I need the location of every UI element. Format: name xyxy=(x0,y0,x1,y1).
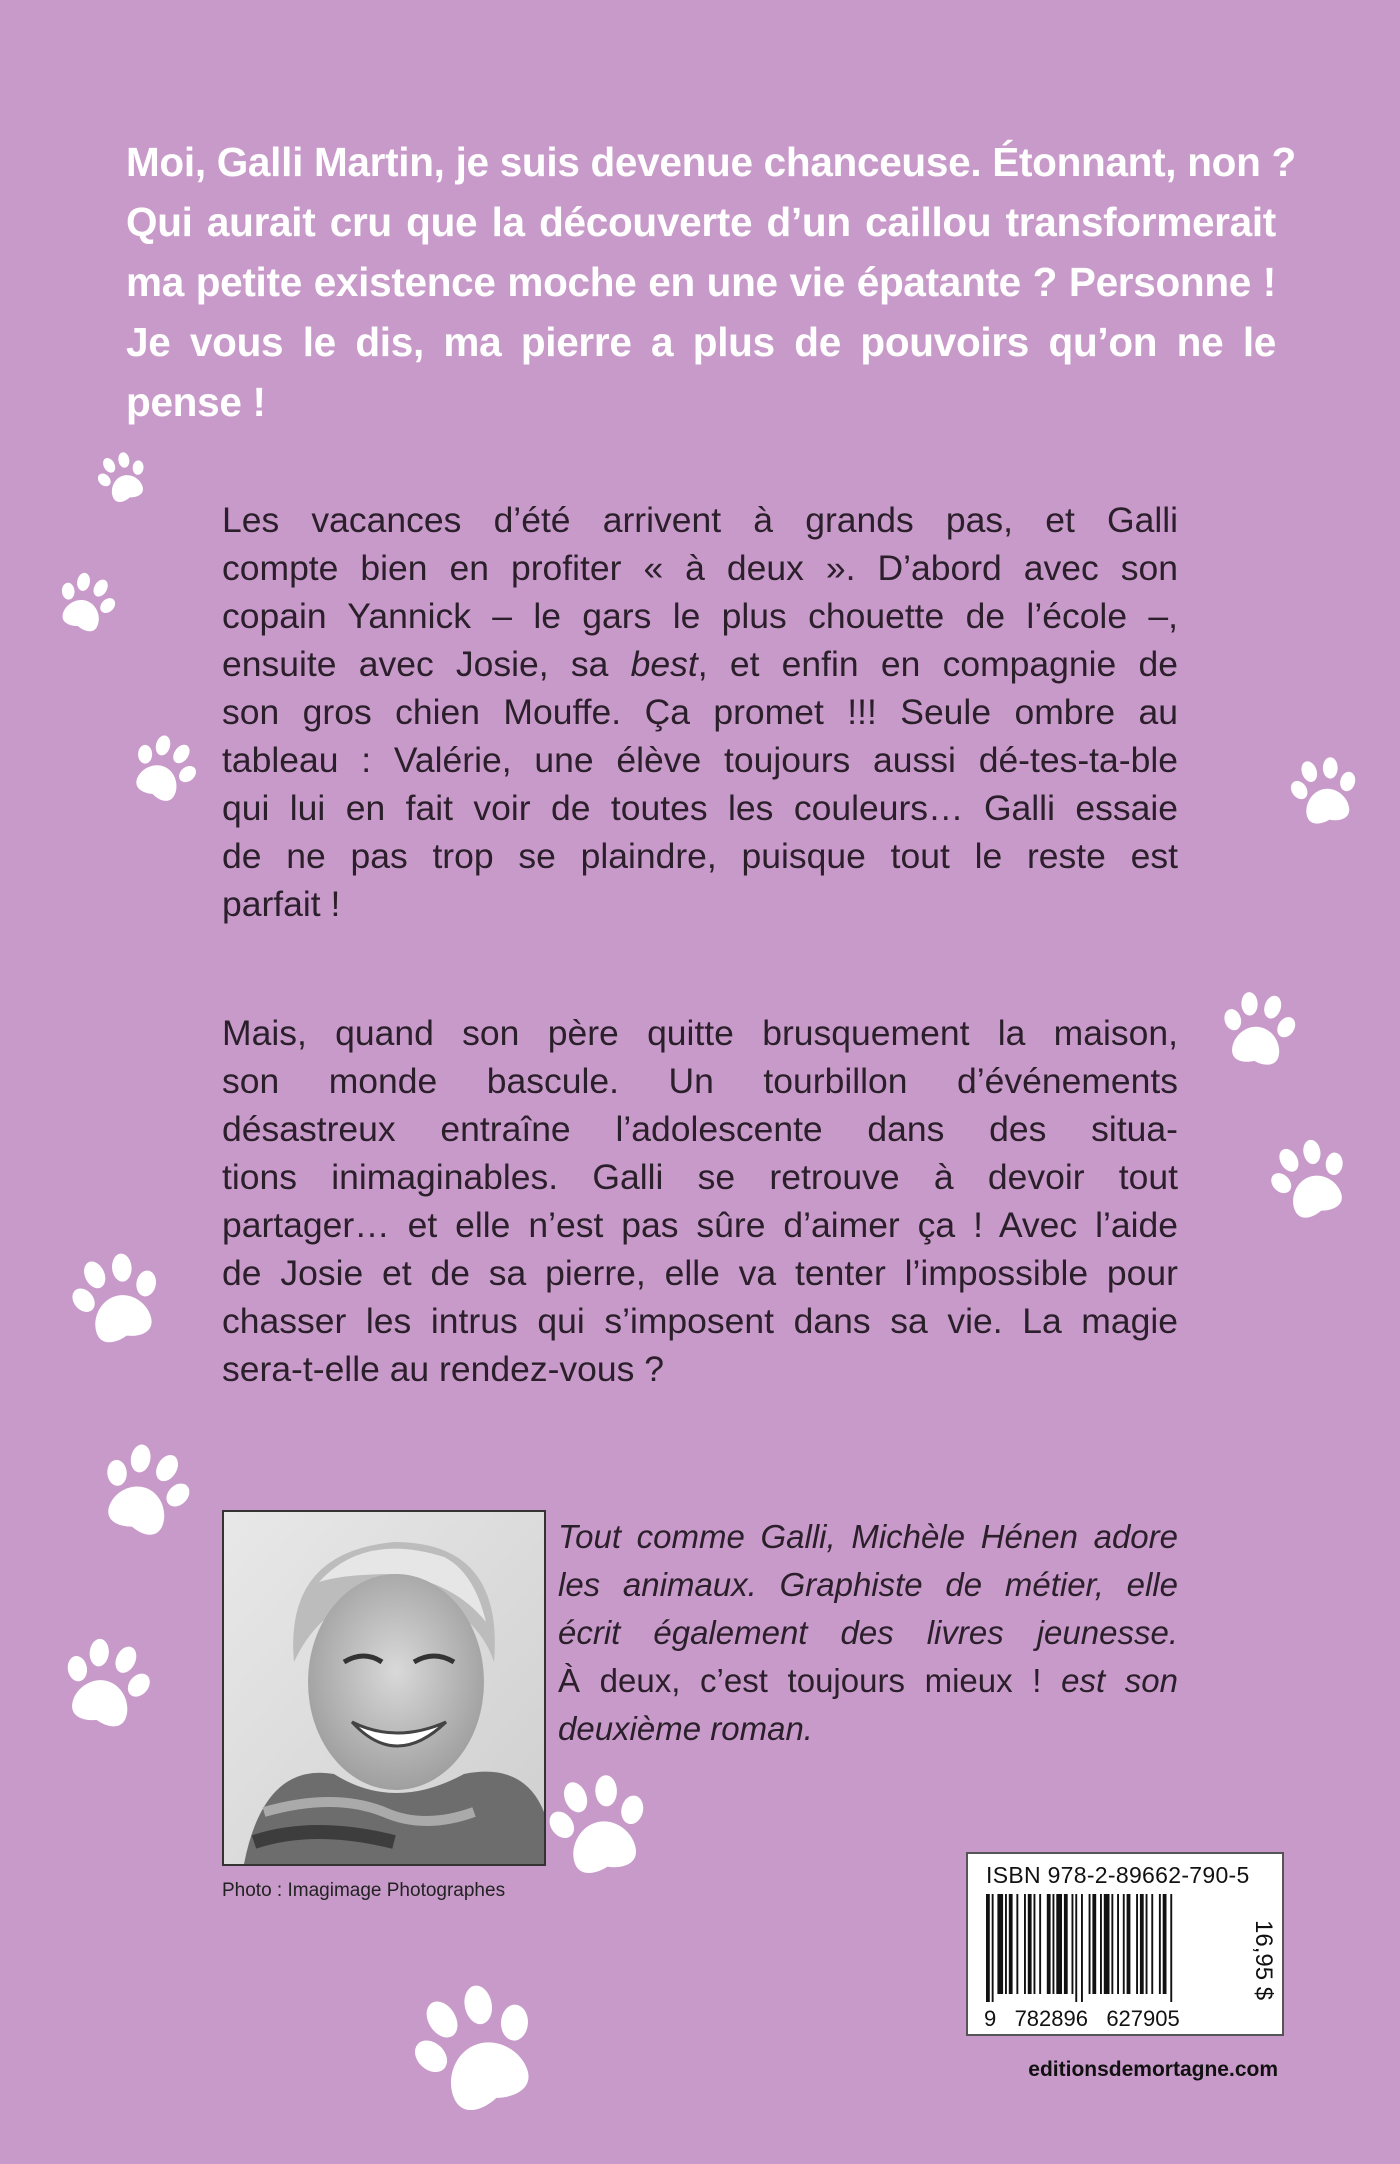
barcode-bar xyxy=(1146,1894,1148,1994)
book-title: À deux, c’est toujours mieux ! xyxy=(558,1662,1042,1699)
barcode-bar xyxy=(1170,1894,1172,2002)
barcode-bar xyxy=(1117,1894,1119,1994)
barcode-bar xyxy=(992,1894,994,2002)
barcode-bar xyxy=(1151,1894,1153,1994)
paw-print-icon xyxy=(92,446,152,506)
bio-line: Tout comme Galli, Michèle Hénen adore xyxy=(558,1518,1178,1555)
bio-fragment: est son xyxy=(1041,1662,1178,1699)
author-portrait-image xyxy=(224,1512,544,1864)
barcode-bar xyxy=(1009,1894,1013,1994)
barcode-bar xyxy=(1053,1894,1055,1994)
barcode-bar xyxy=(1039,1894,1041,1994)
barcode-bar xyxy=(1024,1894,1026,1994)
intro-quote xyxy=(126,132,1296,432)
barcode-bars xyxy=(986,1894,1172,2002)
synopsis-line: son monde bascule. Un tourbillon d’événements xyxy=(222,1061,1178,1101)
barcode-bar xyxy=(1111,1894,1113,1994)
author-bio xyxy=(558,1513,1178,1753)
barcode-bar xyxy=(1092,1894,1096,1994)
barcode-bar xyxy=(1089,1894,1091,1994)
bio-line: écrit également des livres jeunesse. xyxy=(558,1614,1178,1651)
synopsis-line: Mais, quand son père quitte brusquement la maison, xyxy=(222,1013,1178,1053)
barcode-bar xyxy=(1005,1894,1007,1994)
barcode-bar xyxy=(1140,1894,1144,1994)
barcode-bar xyxy=(1075,1894,1077,2002)
paw-print-icon xyxy=(52,566,122,636)
barcode-bar xyxy=(1064,1894,1068,1994)
paw-print-icon xyxy=(62,1242,170,1350)
author-photo xyxy=(222,1510,546,1866)
synopsis-line: compte bien en profiter « à deux ». D’abord avec son xyxy=(222,548,1178,588)
barcode-bar xyxy=(1136,1894,1138,1994)
barcode-bar xyxy=(1056,1894,1062,1994)
synopsis-line: qui lui en fait voir de toutes les couleurs… Galli essaie xyxy=(222,788,1178,828)
synopsis-fragment: , et enfin en compagnie de xyxy=(697,644,1178,684)
paw-print-icon xyxy=(54,1628,160,1734)
synopsis-line: désastreux entraîne l’adolescente dans des situa- xyxy=(222,1109,1178,1149)
barcode-bar xyxy=(1034,1894,1036,1994)
synopsis-line: tions inimaginables. Galli se retrouve à devoir tout xyxy=(222,1157,1178,1197)
paw-print-icon xyxy=(92,1434,200,1542)
paw-print-icon xyxy=(1214,982,1304,1072)
price-label: 16,95 $ xyxy=(1250,1919,1277,2001)
paw-print-icon xyxy=(400,1970,550,2120)
barcode-bar xyxy=(1163,1894,1167,1994)
barcode-bar xyxy=(1072,1894,1074,1994)
intro-line: ma petite existence moche en une vie épatante ? Personne ! xyxy=(126,259,1276,305)
best-word: best xyxy=(630,644,698,684)
barcode-bar xyxy=(1123,1894,1125,1994)
synopsis-line: tableau : Valérie, une élève toujours aussi dé-tes-ta-ble xyxy=(222,740,1178,780)
synopsis-paragraph-1 xyxy=(222,496,1178,928)
isbn-number: ISBN 978-2-89662-790-5 xyxy=(986,1862,1250,1888)
synopsis-line: partager… et elle n’est pas sûre d’aimer ça ! Avec l’aide xyxy=(222,1205,1178,1245)
barcode-bar xyxy=(1081,1894,1083,2002)
barcode-bar xyxy=(1016,1894,1018,1994)
paw-print-icon xyxy=(538,1762,658,1882)
synopsis-line: de Josie et de sa pierre, elle va tenter l’impossible pour xyxy=(222,1253,1178,1293)
barcode-bar xyxy=(986,1894,990,2002)
paw-print-icon xyxy=(1283,748,1365,830)
synopsis-line: parfait ! xyxy=(222,884,341,924)
barcode-bar xyxy=(1100,1894,1102,1994)
synopsis-line: Les vacances d’été arrivent à grands pas, et Galli xyxy=(222,500,1178,540)
synopsis-line xyxy=(222,640,1178,688)
synopsis-line: chasser les intrus qui s’imposent dans sa vie. La magie xyxy=(222,1301,1178,1341)
paw-print-icon xyxy=(1262,1130,1356,1224)
paw-print-icon xyxy=(126,728,204,806)
synopsis-paragraph-2 xyxy=(222,1009,1178,1393)
barcode-bar xyxy=(997,1894,1003,1994)
intro-line: pense ! xyxy=(126,379,266,425)
barcode-bar xyxy=(1127,1894,1131,1994)
synopsis-line: son gros chien Mouffe. Ça promet !!! Seule ombre au xyxy=(222,692,1178,732)
synopsis-line: copain Yannick – le gars le plus chouette de l’école –, xyxy=(222,596,1178,636)
publisher-website[interactable]: editionsdemortagne.com xyxy=(1028,2058,1278,2081)
barcode-image xyxy=(984,1894,1240,2030)
synopsis-line: de ne pas trop se plaindre, puisque tout le reste est xyxy=(222,836,1178,876)
barcode-bar xyxy=(1028,1894,1032,1994)
barcode-bar xyxy=(1047,1894,1051,1994)
bio-line xyxy=(558,1657,1178,1705)
barcode-digits: 9 782896 627905 xyxy=(984,2006,1180,2030)
intro-line: Qui aurait cru que la découverte d’un caillou transformerait xyxy=(126,199,1276,245)
photo-credit: Photo : Imagimage Photographes xyxy=(222,1880,506,1901)
bio-line: les animaux. Graphiste de métier, elle xyxy=(558,1566,1178,1603)
barcode-bar xyxy=(1159,1894,1161,1994)
intro-line: Moi, Galli Martin, je suis devenue chanceuse. Étonnant, non ? xyxy=(126,139,1296,185)
isbn-barcode-box xyxy=(966,1852,1284,2036)
intro-line: Je vous le dis, ma pierre a plus de pouvoirs qu’on ne le xyxy=(126,319,1276,365)
bio-line: deuxième roman. xyxy=(558,1710,813,1747)
synopsis-fragment: ensuite avec Josie, sa xyxy=(222,644,631,684)
synopsis-line: sera-t-elle au rendez-vous ? xyxy=(222,1349,664,1389)
barcode-bar xyxy=(1104,1894,1110,1994)
